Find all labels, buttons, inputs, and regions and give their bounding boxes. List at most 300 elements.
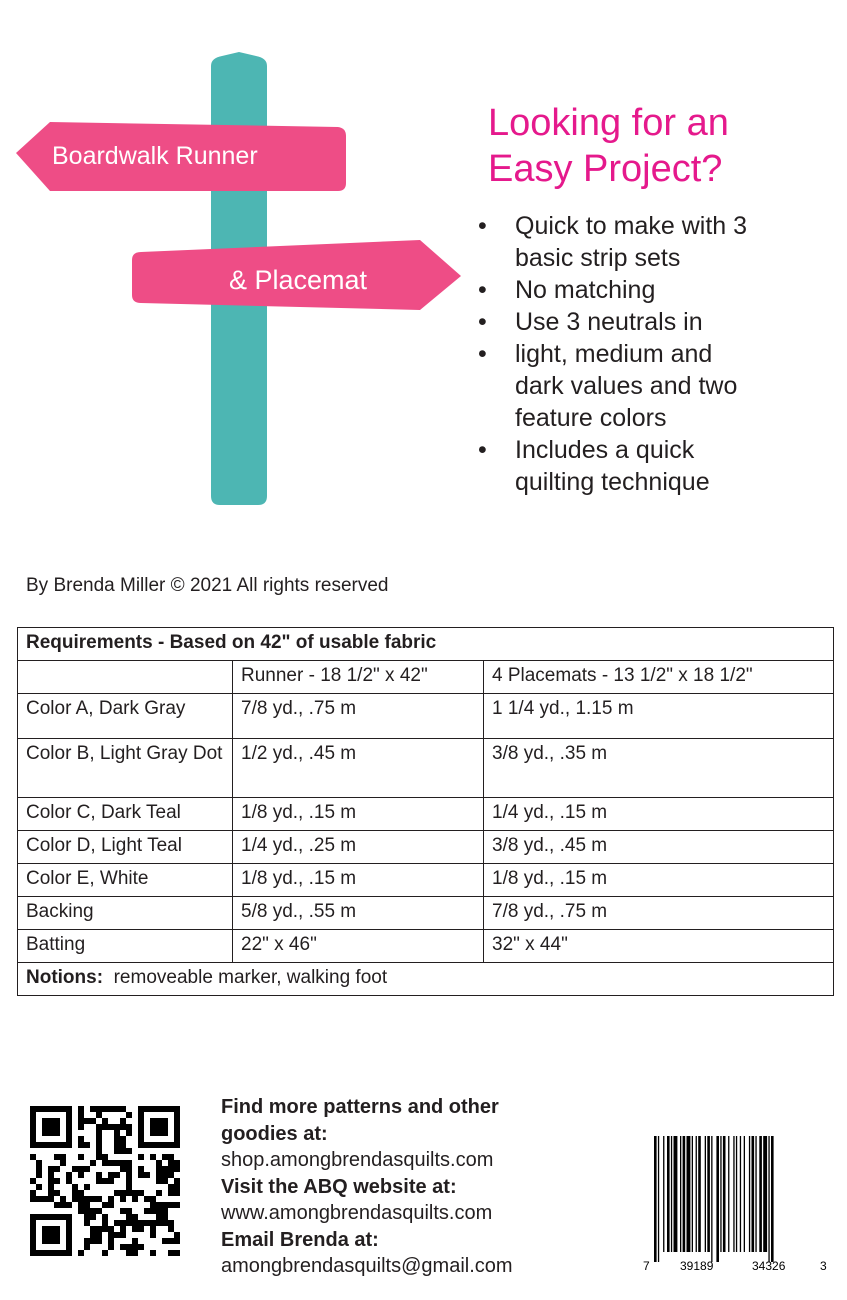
- qr-module: [120, 1160, 126, 1166]
- barcode-icon: [640, 1134, 830, 1274]
- qr-module: [126, 1214, 132, 1220]
- qr-module: [48, 1226, 54, 1232]
- qr-module: [126, 1190, 132, 1196]
- qr-module: [66, 1226, 72, 1232]
- barcode-bar: [720, 1136, 721, 1252]
- feature-line: dark values and two: [515, 372, 738, 400]
- qr-module: [48, 1166, 54, 1172]
- qr-code-icon[interactable]: [30, 1106, 180, 1256]
- qr-module: [138, 1190, 144, 1196]
- qr-module: [84, 1118, 90, 1124]
- bullet-icon: •: [478, 340, 487, 368]
- qr-module: [60, 1250, 66, 1256]
- qr-module: [162, 1178, 168, 1184]
- qr-module: [48, 1142, 54, 1148]
- qr-module: [156, 1202, 162, 1208]
- qr-module: [108, 1202, 114, 1208]
- qr-module: [30, 1226, 36, 1232]
- qr-module: [168, 1190, 174, 1196]
- qr-module: [30, 1112, 36, 1118]
- find-more-label: Find more patterns and other: [221, 1096, 499, 1118]
- feature-line: No matching: [515, 276, 656, 304]
- barcode-bar: [687, 1136, 691, 1252]
- barcode-bar: [692, 1136, 693, 1252]
- qr-module: [84, 1220, 90, 1226]
- barcode-digits: 39189: [680, 1259, 714, 1273]
- qr-module: [132, 1220, 138, 1226]
- qr-module: [120, 1232, 126, 1238]
- qr-module: [168, 1220, 174, 1226]
- qr-module: [42, 1250, 48, 1256]
- qr-module: [126, 1208, 132, 1214]
- barcode-bar: [707, 1136, 710, 1252]
- qr-module: [30, 1142, 36, 1148]
- qr-module: [30, 1232, 36, 1238]
- qr-module: [66, 1112, 72, 1118]
- qr-module: [150, 1124, 156, 1130]
- qr-module: [138, 1154, 144, 1160]
- qr-module: [66, 1124, 72, 1130]
- qr-module: [48, 1178, 54, 1184]
- table-title: Requirements - Based on 42" of usable fabric: [18, 628, 834, 661]
- feature-line: Use 3 neutrals in: [515, 308, 703, 336]
- qr-module: [102, 1250, 108, 1256]
- qr-module: [120, 1244, 126, 1250]
- notions-row: [18, 963, 834, 996]
- notions-label: Notions:: [26, 967, 104, 988]
- qr-module: [174, 1106, 180, 1112]
- barcode-bar: [658, 1136, 659, 1262]
- qr-module: [36, 1142, 42, 1148]
- qr-module: [174, 1112, 180, 1118]
- qr-module: [138, 1226, 144, 1232]
- qr-module: [108, 1238, 114, 1244]
- qr-module: [132, 1196, 138, 1202]
- qr-module: [54, 1154, 60, 1160]
- barcode-bar: [696, 1136, 697, 1252]
- qr-module: [150, 1106, 156, 1112]
- qr-module: [138, 1172, 144, 1178]
- qr-module: [54, 1232, 60, 1238]
- bullet-icon: •: [478, 436, 487, 464]
- qr-module: [102, 1124, 108, 1130]
- website-link[interactable]: www.amongbrendasquilts.com: [221, 1202, 493, 1224]
- email-link[interactable]: amongbrendasquilts@gmail.com: [221, 1255, 513, 1277]
- qr-module: [138, 1220, 144, 1226]
- qr-module: [78, 1142, 84, 1148]
- table-row: [18, 864, 834, 897]
- row-runner: 22" x 46": [233, 930, 484, 963]
- row-item: Color B, Light Gray Dot: [18, 739, 233, 798]
- qr-module: [66, 1142, 72, 1148]
- qr-module: [30, 1214, 36, 1220]
- qr-module: [96, 1232, 102, 1238]
- qr-module: [42, 1124, 48, 1130]
- qr-module: [150, 1154, 156, 1160]
- table-row: [18, 739, 834, 798]
- qr-module: [96, 1124, 102, 1130]
- qr-module: [78, 1106, 84, 1112]
- qr-module: [168, 1166, 174, 1172]
- qr-module: [126, 1244, 132, 1250]
- feature-line: quilting technique: [515, 468, 710, 496]
- barcode-digits: 34326: [752, 1259, 786, 1273]
- qr-module: [90, 1118, 96, 1124]
- qr-module: [36, 1250, 42, 1256]
- qr-module: [150, 1196, 156, 1202]
- qr-module: [102, 1178, 108, 1184]
- notions-cell: [18, 963, 834, 996]
- qr-module: [144, 1220, 150, 1226]
- qr-module: [66, 1106, 72, 1112]
- qr-module: [126, 1166, 132, 1172]
- qr-module: [84, 1142, 90, 1148]
- qr-module: [48, 1232, 54, 1238]
- header-runner: Runner - 18 1/2" x 42": [233, 661, 484, 694]
- qr-module: [36, 1172, 42, 1178]
- qr-module: [108, 1172, 114, 1178]
- qr-module: [174, 1160, 180, 1166]
- qr-module: [48, 1172, 54, 1178]
- qr-module: [78, 1196, 84, 1202]
- row-item: Color D, Light Teal: [18, 831, 233, 864]
- qr-module: [30, 1238, 36, 1244]
- top-arrow-label: Boardwalk Runner: [52, 142, 258, 170]
- qr-module: [156, 1118, 162, 1124]
- visit-label: Visit the ABQ website at:: [221, 1175, 457, 1198]
- qr-module: [30, 1250, 36, 1256]
- barcode-bar: [740, 1136, 741, 1252]
- barcode-bar: [711, 1136, 712, 1262]
- qr-module: [108, 1196, 114, 1202]
- feature-item: [478, 274, 838, 306]
- qr-module: [114, 1148, 120, 1154]
- qr-module: [30, 1190, 36, 1196]
- signpost-graphic: [0, 0, 480, 520]
- qr-module: [150, 1208, 156, 1214]
- row-runner: 1/4 yd., .25 m: [233, 831, 484, 864]
- feature-list: [478, 210, 838, 498]
- qr-module: [102, 1220, 108, 1226]
- barcode-digit: 7: [643, 1259, 650, 1273]
- qr-module: [36, 1196, 42, 1202]
- qr-module: [78, 1202, 84, 1208]
- qr-module: [132, 1226, 138, 1232]
- qr-module: [78, 1166, 84, 1172]
- barcode-bar: [749, 1136, 750, 1252]
- qr-module: [66, 1214, 72, 1220]
- qr-module: [174, 1238, 180, 1244]
- qr-module: [102, 1202, 108, 1208]
- qr-module: [168, 1172, 174, 1178]
- qr-module: [66, 1130, 72, 1136]
- qr-module: [90, 1214, 96, 1220]
- headline-line-2: Easy Project?: [488, 148, 723, 190]
- bullet-icon: •: [478, 308, 487, 336]
- shop-link[interactable]: shop.amongbrendasquilts.com: [221, 1149, 494, 1171]
- qr-module: [102, 1226, 108, 1232]
- qr-module: [120, 1190, 126, 1196]
- qr-module: [174, 1166, 180, 1172]
- qr-module: [150, 1250, 156, 1256]
- qr-module: [90, 1196, 96, 1202]
- qr-module: [54, 1238, 60, 1244]
- qr-module: [168, 1106, 174, 1112]
- barcode-bar: [698, 1136, 701, 1252]
- qr-module: [72, 1184, 78, 1190]
- qr-module: [132, 1244, 138, 1250]
- qr-module: [36, 1160, 42, 1166]
- qr-module: [108, 1232, 114, 1238]
- qr-module: [126, 1130, 132, 1136]
- qr-module: [42, 1238, 48, 1244]
- qr-module: [138, 1244, 144, 1250]
- qr-module: [174, 1232, 180, 1238]
- qr-module: [54, 1130, 60, 1136]
- barcode-bar: [654, 1136, 657, 1262]
- qr-module: [60, 1196, 66, 1202]
- qr-module: [138, 1142, 144, 1148]
- barcode-bar: [671, 1136, 672, 1252]
- bottom-arrow-label: & Placemat: [229, 265, 368, 295]
- qr-module: [156, 1208, 162, 1214]
- qr-module: [66, 1250, 72, 1256]
- qr-module: [120, 1142, 126, 1148]
- qr-module: [102, 1118, 108, 1124]
- qr-module: [126, 1178, 132, 1184]
- qr-module: [84, 1238, 90, 1244]
- qr-module: [156, 1178, 162, 1184]
- qr-module: [90, 1106, 96, 1112]
- qr-module: [138, 1130, 144, 1136]
- qr-module: [114, 1172, 120, 1178]
- row-item: Color E, White: [18, 864, 233, 897]
- qr-module: [174, 1184, 180, 1190]
- qr-module: [144, 1208, 150, 1214]
- row-placemats: 3/8 yd., .35 m: [484, 739, 834, 798]
- headline-line-1: Looking for an: [488, 102, 729, 144]
- qr-module: [120, 1106, 126, 1112]
- qr-module: [42, 1232, 48, 1238]
- qr-module: [72, 1196, 78, 1202]
- qr-module: [108, 1226, 114, 1232]
- qr-module: [114, 1130, 120, 1136]
- contact-info: [221, 1094, 513, 1280]
- barcode-bar: [683, 1136, 686, 1252]
- barcode-bar: [771, 1136, 774, 1262]
- qr-module: [96, 1148, 102, 1154]
- barcode-bar: [752, 1136, 755, 1252]
- table-header-row: [18, 661, 834, 694]
- qr-module: [126, 1172, 132, 1178]
- requirements-table: [17, 627, 834, 996]
- table-title-row: [18, 628, 834, 661]
- qr-module: [120, 1226, 126, 1232]
- barcode-bar: [723, 1136, 726, 1252]
- qr-module: [168, 1154, 174, 1160]
- qr-module: [78, 1136, 84, 1142]
- qr-module: [156, 1106, 162, 1112]
- qr-module: [36, 1106, 42, 1112]
- barcode-bar: [728, 1136, 729, 1252]
- table-row: [18, 930, 834, 963]
- qr-module: [162, 1130, 168, 1136]
- qr-module: [30, 1244, 36, 1250]
- qr-module: [66, 1178, 72, 1184]
- qr-module: [96, 1208, 102, 1214]
- qr-module: [48, 1124, 54, 1130]
- barcode-bar: [759, 1136, 762, 1252]
- qr-module: [162, 1118, 168, 1124]
- qr-module: [108, 1160, 114, 1166]
- qr-module: [156, 1160, 162, 1166]
- qr-module: [54, 1142, 60, 1148]
- qr-module: [120, 1118, 126, 1124]
- qr-module: [114, 1136, 120, 1142]
- qr-module: [144, 1196, 150, 1202]
- bullet-icon: •: [478, 276, 487, 304]
- feature-line: Quick to make with 3: [515, 212, 748, 240]
- qr-module: [90, 1232, 96, 1238]
- qr-module: [150, 1118, 156, 1124]
- qr-module: [84, 1202, 90, 1208]
- qr-module: [42, 1106, 48, 1112]
- qr-module: [150, 1142, 156, 1148]
- qr-module: [96, 1130, 102, 1136]
- qr-module: [120, 1166, 126, 1172]
- row-runner: 1/8 yd., .15 m: [233, 798, 484, 831]
- qr-module: [48, 1190, 54, 1196]
- qr-module: [102, 1160, 108, 1166]
- qr-module: [54, 1250, 60, 1256]
- qr-module: [102, 1214, 108, 1220]
- qr-module: [156, 1214, 162, 1220]
- barcode-bar: [663, 1136, 664, 1252]
- qr-module: [48, 1250, 54, 1256]
- qr-module: [60, 1154, 66, 1160]
- qr-module: [78, 1118, 84, 1124]
- qr-module: [42, 1142, 48, 1148]
- email-label: Email Brenda at:: [221, 1228, 379, 1251]
- qr-module: [30, 1106, 36, 1112]
- qr-module: [168, 1238, 174, 1244]
- qr-module: [60, 1202, 66, 1208]
- qr-module: [108, 1178, 114, 1184]
- qr-module: [30, 1136, 36, 1142]
- qr-module: [66, 1136, 72, 1142]
- qr-module: [30, 1196, 36, 1202]
- qr-module: [114, 1232, 120, 1238]
- qr-module: [120, 1136, 126, 1142]
- qr-module: [174, 1118, 180, 1124]
- qr-module: [54, 1202, 60, 1208]
- qr-module: [60, 1142, 66, 1148]
- qr-module: [36, 1184, 42, 1190]
- qr-module: [168, 1160, 174, 1166]
- qr-module: [162, 1202, 168, 1208]
- qr-module: [84, 1214, 90, 1220]
- qr-module: [150, 1232, 156, 1238]
- feature-item: [478, 338, 838, 434]
- qr-module: [72, 1190, 78, 1196]
- qr-module: [138, 1166, 144, 1172]
- qr-module: [162, 1238, 168, 1244]
- qr-module: [36, 1166, 42, 1172]
- qr-module: [162, 1172, 168, 1178]
- qr-module: [102, 1106, 108, 1112]
- qr-module: [120, 1124, 126, 1130]
- qr-module: [78, 1154, 84, 1160]
- copyright-byline: By Brenda Miller © 2021 All rights reserved: [26, 575, 389, 596]
- row-item: Backing: [18, 897, 233, 930]
- qr-module: [66, 1244, 72, 1250]
- notions-value: removeable marker, walking foot: [113, 967, 388, 988]
- qr-module: [78, 1124, 84, 1130]
- row-item: Color C, Dark Teal: [18, 798, 233, 831]
- qr-module: [54, 1124, 60, 1130]
- row-placemats: 7/8 yd., .75 m: [484, 897, 834, 930]
- feature-item: [478, 210, 838, 274]
- qr-module: [30, 1124, 36, 1130]
- qr-module: [162, 1154, 168, 1160]
- qr-module: [54, 1166, 60, 1172]
- barcode-bar: [744, 1136, 745, 1252]
- qr-module: [96, 1196, 102, 1202]
- headline: [488, 100, 828, 192]
- qr-module: [138, 1106, 144, 1112]
- barcode-digit: 3: [820, 1259, 827, 1273]
- qr-module: [48, 1106, 54, 1112]
- qr-module: [84, 1184, 90, 1190]
- row-placemats: 1/8 yd., .15 m: [484, 864, 834, 897]
- bullet-icon: •: [478, 212, 487, 240]
- qr-module: [132, 1238, 138, 1244]
- qr-module: [168, 1184, 174, 1190]
- qr-module: [138, 1124, 144, 1130]
- row-runner: 1/8 yd., .15 m: [233, 864, 484, 897]
- qr-module: [138, 1112, 144, 1118]
- barcode-bar: [705, 1136, 706, 1252]
- qr-module: [48, 1130, 54, 1136]
- row-runner: 5/8 yd., .55 m: [233, 897, 484, 930]
- qr-module: [66, 1220, 72, 1226]
- qr-module: [96, 1238, 102, 1244]
- qr-module: [120, 1148, 126, 1154]
- qr-module: [60, 1106, 66, 1112]
- qr-module: [66, 1232, 72, 1238]
- qr-module: [48, 1214, 54, 1220]
- qr-module: [132, 1214, 138, 1220]
- barcode-bar: [763, 1136, 767, 1252]
- barcode-bar: [768, 1136, 769, 1262]
- qr-module: [42, 1118, 48, 1124]
- qr-module: [54, 1214, 60, 1220]
- qr-module: [144, 1106, 150, 1112]
- qr-module: [78, 1250, 84, 1256]
- row-runner: 7/8 yd., .75 m: [233, 694, 484, 739]
- qr-module: [84, 1196, 90, 1202]
- qr-module: [36, 1214, 42, 1220]
- qr-module: [66, 1172, 72, 1178]
- qr-module: [162, 1220, 168, 1226]
- qr-module: [96, 1106, 102, 1112]
- qr-module: [30, 1130, 36, 1136]
- qr-module: [174, 1178, 180, 1184]
- qr-module: [156, 1166, 162, 1172]
- qr-module: [54, 1190, 60, 1196]
- qr-module: [168, 1250, 174, 1256]
- qr-module: [84, 1208, 90, 1214]
